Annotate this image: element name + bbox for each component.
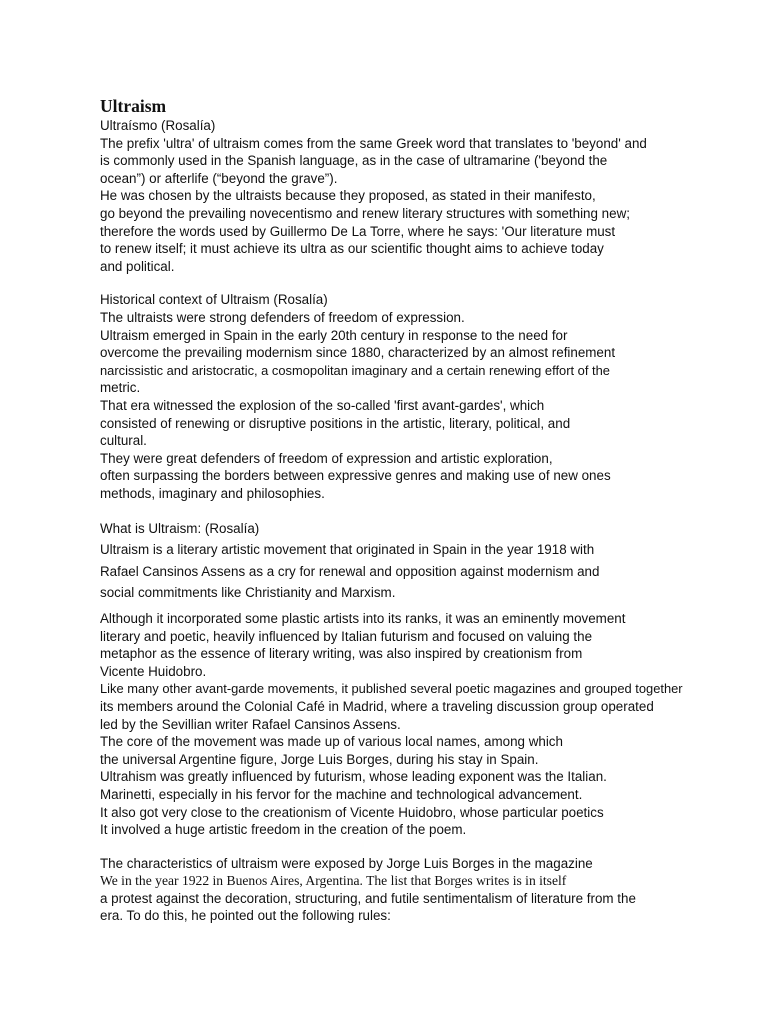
text-line: social commitments like Christianity and Marxism. <box>100 585 396 601</box>
text-line: its members around the Colonial Café in Madrid, where a traveling discussion group operated <box>100 698 654 714</box>
text-line: Although it incorporated some plastic artists into its ranks, it was an eminently movement <box>100 610 626 626</box>
text-line: The ultraists were strong defenders of freedom of expression. <box>100 309 465 325</box>
spacer <box>100 275 700 291</box>
text-line: cultural. <box>100 433 147 449</box>
text-line: led by the Sevillian writer Rafael Cansinos Assens. <box>100 716 401 732</box>
text-line: often surpassing the borders between expressive genres and making use of new ones <box>100 468 611 484</box>
text-line: Rafael Cansinos Assens as a cry for renewal and opposition against modernism and <box>100 563 600 579</box>
text-line: Ultraism is a literary artistic movement that originated in Spain in the year 1918 with <box>100 542 595 558</box>
text-line: Ultraism emerged in Spain in the early 20th century in response to the need for <box>100 327 568 343</box>
text-line: Vicente Huidobro. <box>100 663 207 679</box>
text-line: and political. <box>100 258 175 274</box>
text-line: The characteristics of ultraism were exposed by Jorge Luis Borges in the magazine <box>100 855 593 871</box>
text-line: Like many other avant-garde movements, it published several poetic magazines and grouped together <box>100 681 683 697</box>
text-line: Ultrahism was greatly influenced by futurism, whose leading exponent was the Italian. <box>100 769 607 785</box>
text-line: a protest against the decoration, structuring, and futile sentimentalism of literature from the <box>100 890 636 906</box>
section-heading: Historical context of Ultraism (Rosalía) <box>100 292 328 308</box>
text-line: era. To do this, he pointed out the following rules: <box>100 908 391 924</box>
document-page <box>100 96 700 925</box>
section-etymology <box>100 117 700 275</box>
text-line: therefore the words used by Guillermo De La Torre, where he says: 'Our literature must <box>100 223 616 239</box>
text-line: ocean”) or afterlife (“beyond the grave”). <box>100 170 338 186</box>
text-line: metric. <box>100 380 141 396</box>
text-line: Marinetti, especially in his fervor for the machine and technological advancement. <box>100 786 583 802</box>
spacer <box>100 839 700 855</box>
text-line: metaphor as the essence of literary writing, was also inspired by creationism from <box>100 646 583 662</box>
spacer <box>100 502 700 519</box>
text-line: It also got very close to the creationism of Vicente Huidobro, whose particular poetics <box>100 804 604 820</box>
section-what-is-ultraism <box>100 519 700 838</box>
document-title: Ultraism <box>100 96 167 116</box>
text-line: It involved a huge artistic freedom in the creation of the poem. <box>100 822 467 838</box>
text-line: The prefix 'ultra' of ultraism comes from the same Greek word that translates to 'beyond' and <box>100 135 647 151</box>
section-characteristics <box>100 855 700 925</box>
text-line: narcissistic and aristocratic, a cosmopolitan imaginary and a certain renewing effort of the <box>100 362 610 378</box>
text-line: the universal Argentine figure, Jorge Luis Borges, during his stay in Spain. <box>100 751 539 767</box>
text-line: That era witnessed the explosion of the so-called 'first avant-gardes', which <box>100 397 545 413</box>
text-line: methods, imaginary and philosophies. <box>100 485 325 501</box>
text-line: He was chosen by the ultraists because they proposed, as stated in their manifesto, <box>100 188 596 204</box>
text-line: The core of the movement was made up of various local names, among which <box>100 734 563 750</box>
text-line: consisted of renewing or disruptive positions in the artistic, literary, political, and <box>100 415 571 431</box>
section-historical-context <box>100 291 700 502</box>
section-heading: What is Ultraism: (Rosalía) <box>100 521 260 537</box>
text-line: is commonly used in the Spanish language, as in the case of ultramarine ('beyond the <box>100 153 608 169</box>
text-line: We in the year 1922 in Buenos Aires, Argentina. The list that Borges writes is in itself <box>100 873 567 889</box>
section-heading: Ultraísmo (Rosalía) <box>100 118 216 133</box>
text-line: go beyond the prevailing novecentismo and renew literary structures with something new; <box>100 205 630 221</box>
text-line: overcome the prevailing modernism since 1880, characterized by an almost refinement <box>100 345 616 361</box>
paragraph <box>100 539 700 604</box>
text-line: literary and poetic, heavily influenced by Italian futurism and focused on valuing the <box>100 628 593 644</box>
paragraph <box>100 610 700 839</box>
text-line: to renew itself; it must achieve its ultra as our scientific thought aims to achieve today <box>100 241 604 257</box>
text-line: They were great defenders of freedom of expression and artistic exploration, <box>100 450 553 466</box>
